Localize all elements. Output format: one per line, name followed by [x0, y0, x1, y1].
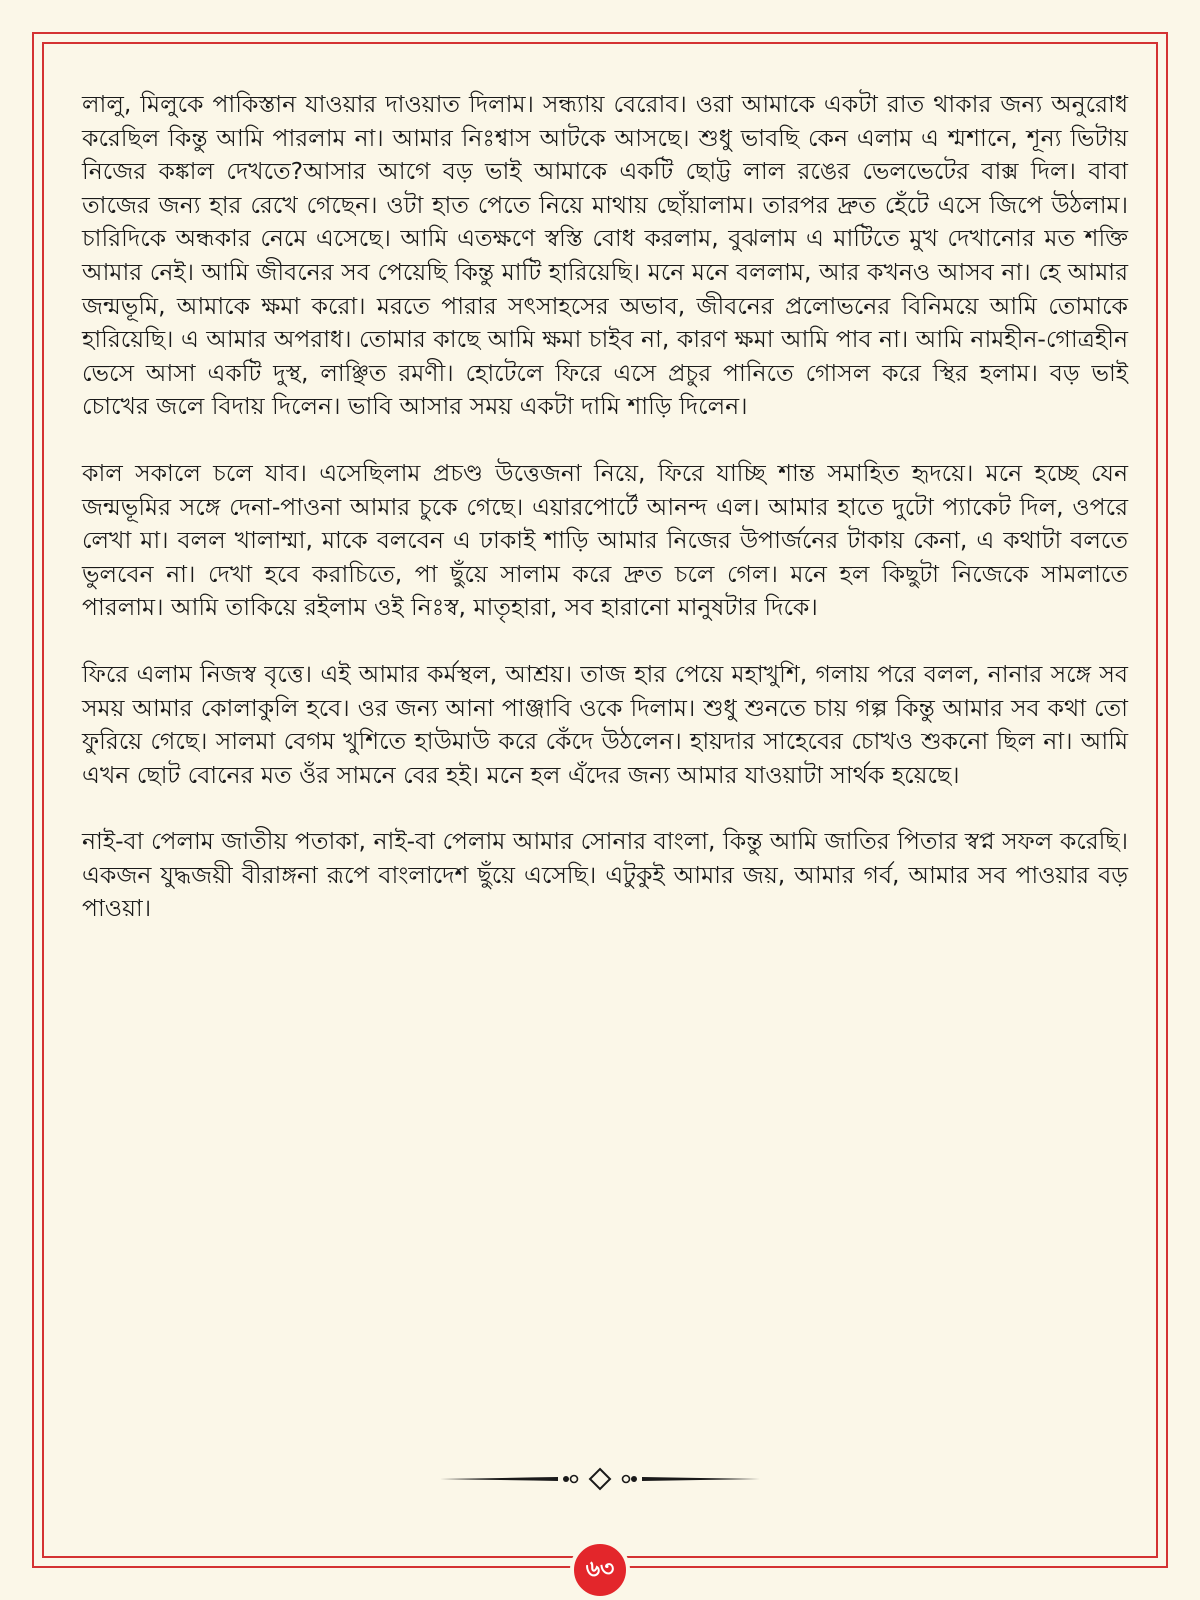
paragraph-2: কাল সকালে চলে যাব। এসেছিলাম প্রচণ্ড উত্তেজনা নিয়ে, ফিরে যাচ্ছি শান্ত সমাহিত হৃদয়ে। মনে হচ্ছে যেন জন্মভূমির সঙ্গে দেনা-পাওনা আমার চুকে গেছে। এয়ারপোর্টে আনন্দ এল। আমার হাতে দুটো প্যাকেট দিল, ওপরে লেখা মা। বলল খালাম্মা, মাকে বলবেন এ ঢাকাই শাড়ি আমার নিজের উপার্জনের টাকায় কেনা, এ কথাটা বলতে ভুলবেন না। দেখা হবে করাচিতে, পা ছুঁয়ে সালাম করে দ্রুত চলে গেল। মনে হল কিছুটা নিজেকে সামলাতে পারলাম। আমি তাকিয়ে রইলাম ওই নিঃস্ব, মাতৃহারা, সব হারানো মানুষটার দিকে।: [82, 458, 1128, 622]
paragraph-1: লালু, মিলুকে পাকিস্তান যাওয়ার দাওয়াত দিলাম। সন্ধ্যায় বেরোব। ওরা আমাকে একটা রাত থাকার জন্য অনুরোধ করেছিল কিন্তু আমি পারলাম না। আমার নিঃশ্বাস আটকে আসছে। শুধু ভাবছি কেন এলাম এ শ্মশানে, শূন্য ভিটায় নিজের কঙ্কাল দেখতে?আসার আগে বড় ভাই আমাকে একটি ছোট্ট লাল রঙের ভেলভেটের বাক্স দিল। বাবা তাজের জন্য হার রেখে গেছেন। ওটা হাত পেতে নিয়ে মাথায় ছোঁয়ালাম। তারপর দ্রুত হেঁটে এসে জিপে উঠলাম। চারিদিকে অন্ধকার নেমে এসেছে। আমি এতক্ষণে স্বস্তি বোধ করলাম, বুঝলাম এ মাটিতে মুখ দেখানোর মত শক্তি আমার নেই। আমি জীবনের সব পেয়েছি কিন্তু মাটি হারিয়েছি। মনে মনে বললাম, আর কখনও আসব না। হে আমার জন্মভূমি, আমাকে ক্ষমা করো। মরতে পারার সৎসাহসের অভাব, জীবনের প্রলোভনের বিনিময়ে আমি তোমাকে হারিয়েছি। এ আমার অপরাধ। তোমার কাছে আমি ক্ষমা চাইব না, কারণ ক্ষমা আমি পাব না। আমি নামহীন-গোত্রহীন ভেসে আসা একটি দুস্থ, লাঞ্ছিত রমণী। হোটেলে ফিরে এসে প্রচুর পানিতে গোসল করে স্থির হলাম। বড় ভাই চোখের জলে বিদায় দিলেন। ভাবি আসার সময় একটা দামি শাড়ি দিলেন।: [82, 90, 1128, 421]
paragraph-4: নাই-বা পেলাম জাতীয় পতাকা, নাই-বা পেলাম আমার সোনার বাংলা, কিন্তু আমি জাতির পিতার স্বপ্ন সফল করেছি। একজন যুদ্ধজয়ী বীরাঙ্গনা রূপে বাংলাদেশ ছুঁয়ে এসেছি। এটুকুই আমার জয়, আমার গর্ব, আমার সব পাওয়ার বড় পাওয়া।: [82, 827, 1128, 923]
page-body: [82, 88, 1128, 959]
page-number-badge: [570, 1540, 630, 1600]
divider-ornament: [440, 1464, 760, 1494]
paragraph-3: ফিরে এলাম নিজস্ব বৃত্তে। এই আমার কর্মস্থল, আশ্রয়। তাজ হার পেয়ে মহাখুশি, গলায় পরে বলল, নানার সঙ্গে সব সময় আমার কোলাকুলি হবে। ওর জন্য আনা পাঞ্জাবি ওকে দিলাম। শুধু শুনতে চায় গল্প কিন্তু আমার সব কথা তো ফুরিয়ে গেছে। সালমা বেগম খুশিতে হাউমাউ করে কেঁদে উঠলেন। হায়দার সাহেবের চোখও শুকনো ছিল না। আমি এখন ছোট বোনের মত ওঁর সামনে বের হই। মনে হল এঁদের জন্য আমার যাওয়াটা সার্থক হয়েছে।: [82, 659, 1128, 789]
page-number: ৬৩: [585, 1556, 615, 1582]
